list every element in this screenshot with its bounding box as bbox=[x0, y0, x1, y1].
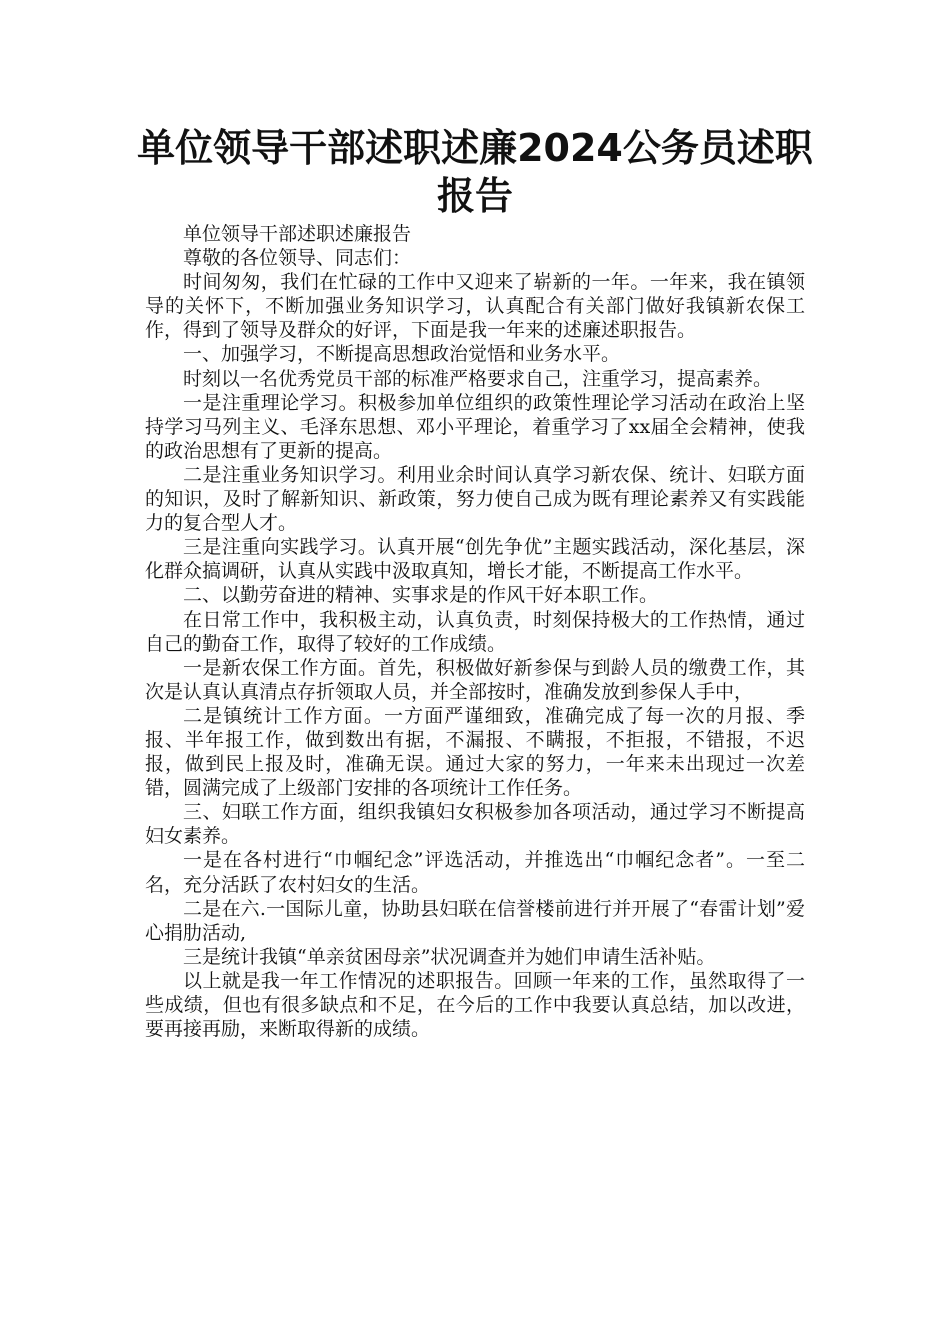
document-title: 单位领导干部述职述廉2024公务员述职报告 bbox=[137, 126, 813, 218]
paragraph: 二、以勤劳奋进的精神、实事求是的作风干好本职工作。 bbox=[183, 584, 659, 607]
paragraph: 单位领导干部述职述廉报告 bbox=[183, 223, 412, 245]
paragraph: 一、加强学习，不断提高思想政治觉悟和业务水平。 bbox=[183, 343, 621, 366]
paragraph: 时间匆匆，我们在忙碌的工作中又迎来了崭新的一年。一年来，我在镇领导的关怀下，不断加强业务知识学习，认真配合有关部门做好我镇新农保工作，得到了领导及群众的好评，下面是我一年来的述廉述职报告。 bbox=[145, 271, 805, 342]
document-body bbox=[145, 222, 805, 1041]
paragraph: 二是镇统计工作方面。一方面严谨细致，准确完成了每一次的月报、季报、半年报工作，做到数出有据，不漏报、不瞒报，不拒报，不错报，不迟报，做到民上报及时，准确无误。通过大家的努力，一年来未出现过一次差错，圆满完成了上级部门安排的各项统计工作任务。 bbox=[145, 704, 805, 800]
paragraph: 一是新农保工作方面。首先，积极做好新参保与到龄人员的缴费工作，其次是认真认真清点存折领取人员，并全部按时，准确发放到参保人手中， bbox=[145, 656, 805, 703]
paragraph: 在日常工作中，我积极主动，认真负责，时刻保持极大的工作热情，通过自己的勤奋工作，取得了较好的工作成绩。 bbox=[145, 608, 805, 655]
paragraph: 三是统计我镇“单亲贫困母亲”状况调查并为她们申请生活补贴。 bbox=[183, 945, 716, 968]
paragraph: 一是在各村进行“巾帼纪念”评选活动，并推选出“巾帼纪念者”。一至二名，充分活跃了农村妇女的生活。 bbox=[145, 849, 805, 896]
paragraph: 三、妇联工作方面，组织我镇妇女积极参加各项活动，通过学习不断提高妇女素养。 bbox=[145, 801, 805, 848]
paragraph: 尊敬的各位领导、同志们： bbox=[183, 247, 412, 270]
paragraph: 二是注重业务知识学习。利用业余时间认真学习新农保、统计、妇联方面的知识，及时了解新知识、新政策，努力使自己成为既有理论素养又有实践能力的复合型人才。 bbox=[145, 463, 805, 535]
paragraph: 二是在六.一国际儿童，协助县妇联在信誉楼前进行并开展了“春雷计划”爱心捐肋活动, bbox=[145, 897, 805, 944]
paragraph: 一是注重理论学习。积极参加单位组织的政策性理论学习活动在政治上坚持学习马列主义、毛泽东思想、邓小平理论，着重学习了xx届全会精神，使我的政治思想有了更新的提高。 bbox=[145, 391, 805, 462]
paragraph: 三是注重向实践学习。认真开展“创先争优”主题实践活动，深化基层，深化群众搞调研，认真从实践中汲取真知，增长才能，不断提高工作水平。 bbox=[145, 536, 805, 583]
paragraph: 时刻以一名优秀党员干部的标准严格要求自己，注重学习，提高素养。 bbox=[183, 367, 773, 390]
paragraph: 以上就是我一年工作情况的述职报告。回顾一年来的工作，虽然取得了一些成绩，但也有很多缺点和不足，在今后的工作中我要认真总结，加以改进，要再接再励，来断取得新的成绩。 bbox=[145, 969, 805, 1041]
